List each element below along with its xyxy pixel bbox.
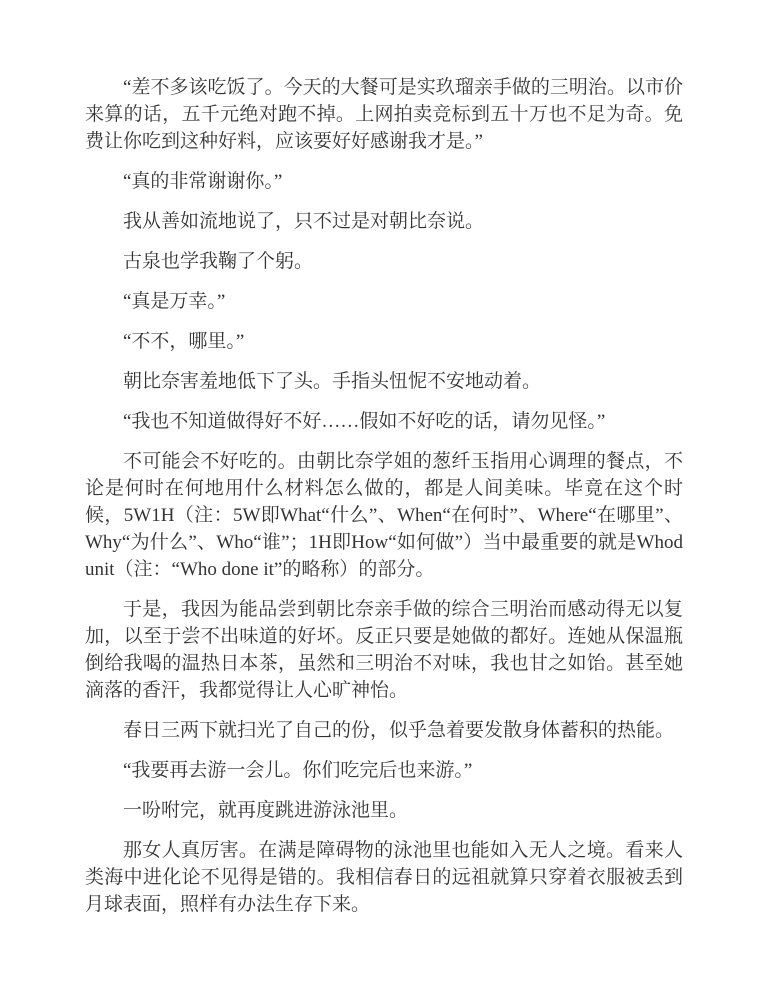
- paragraph: 古泉也学我鞠了个躬。: [123, 251, 314, 272]
- paragraph: “真是万幸。”: [123, 291, 226, 312]
- paragraph: 一吩咐完，就再度跳进游泳池里。: [123, 800, 409, 821]
- paragraph: 那女人真厉害。在满是障碍物的泳池里也能如入无人之境。看来人类海中进化论不见得是错的。我相信春日的远祖就算只穿着衣服被丢到月球表面，照样有办法生存下来。: [85, 840, 683, 915]
- paragraph: 不可能会不好吃的。由朝比奈学姐的葱纤玉指用心调理的餐点，不论是何时在何地用什么材料怎么做的，都是人间美味。毕竟在这个时候，5W1H（注：5W即What“什么”、When“在何时”、Where“在哪里”、Why“为什么”、Who“谁”；1H即How“如何做”）当中最重要的就是Whodunit（注：“Who done it”的略称）的部分。: [85, 451, 683, 580]
- text-content: [85, 74, 683, 918]
- paragraph: 我从善如流地说了，只不过是对朝比奈说。: [123, 211, 485, 232]
- paragraph: “我也不知道做得好不好……假如不好吃的话，请勿见怪。”: [123, 411, 606, 432]
- paragraph: “差不多该吃饭了。今天的大餐可是实玖瑠亲手做的三明治。以市价来算的话，五千元绝对跑不掉。上网拍卖竞标到五十万也不足为奇。免费让你吃到这种好料，应该要好好感谢我才是。”: [85, 77, 683, 152]
- paragraph: 于是，我因为能品尝到朝比奈亲手做的综合三明治而感动得无以复加，以至于尝不出味道的好坏。反正只要是她做的都好。连她从保温瓶倒给我喝的温热日本茶，虽然和三明治不对味，我也甘之如饴。甚至她滴落的香汗，我都觉得让人心旷神怡。: [85, 599, 683, 701]
- paragraph: 朝比奈害羞地低下了头。手指头忸怩不安地动着。: [123, 371, 542, 392]
- paragraph: “不不，哪里。”: [123, 331, 245, 352]
- paragraph: “我要再去游一会儿。你们吃完后也来游。”: [123, 760, 473, 781]
- paragraph: 春日三两下就扫光了自己的份，似乎急着要发散身体蓄积的热能。: [123, 720, 675, 741]
- paragraph: “真的非常谢谢你。”: [123, 171, 283, 192]
